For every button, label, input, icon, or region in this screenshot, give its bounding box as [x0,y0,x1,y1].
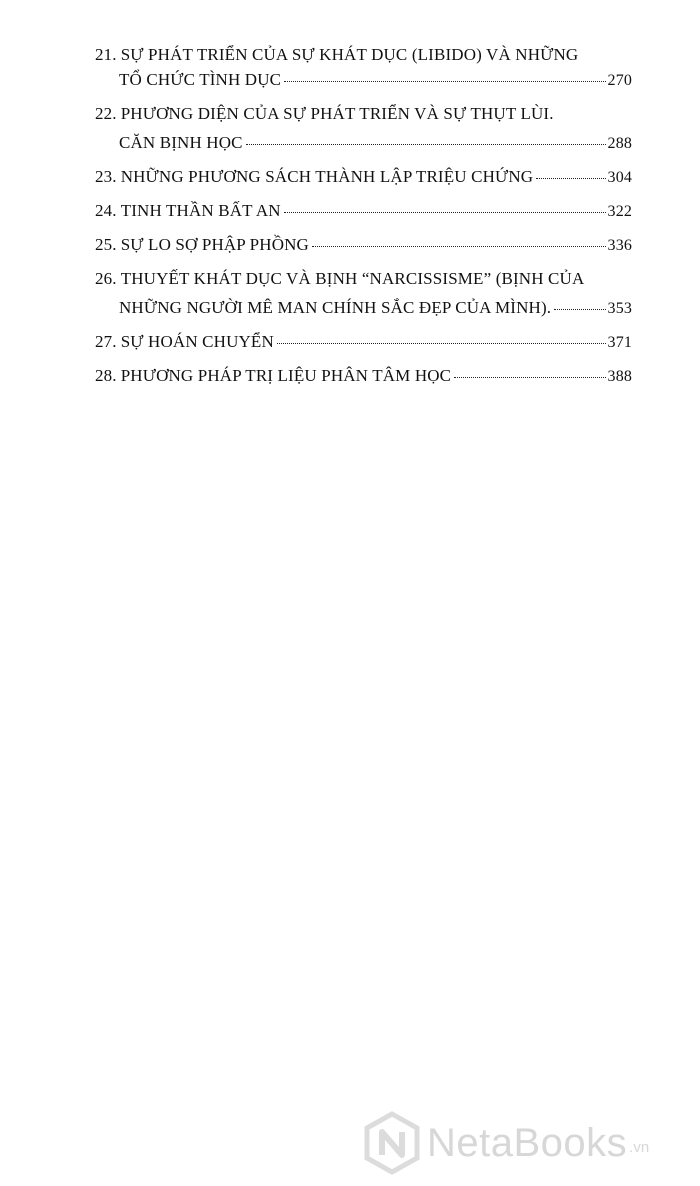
netabooks-watermark [363,1108,693,1178]
toc-entry-title: TINH THẦN BẤT AN [120,201,281,220]
dot-leader [284,212,606,213]
toc-page-number: 304 [607,169,632,186]
toc-entry-title: SỰ HOÁN CHUYỂN [120,332,274,351]
toc-entry-27[interactable] [95,329,632,355]
toc-page-number: 353 [607,300,632,317]
toc-entry-24[interactable] [95,198,632,224]
dot-leader [536,178,605,179]
watermark-brand: NetaBooks [427,1120,628,1165]
toc-entry-23[interactable] [95,164,632,190]
toc-entry-28[interactable] [95,363,632,389]
toc-entry-number: 22. [95,104,117,123]
toc-entry-title-wrap [95,329,274,354]
toc-entry-first-line [95,42,632,67]
toc-page-number: 270 [607,72,632,89]
toc-entry-line [95,363,632,389]
toc-entry-title: SỰ PHÁT TRIỂN CỦA SỰ KHÁT DỤC (LIBIDO) VÀ NHỮNG [120,45,579,64]
toc-entry-title: PHƯƠNG DIỆN CỦA SỰ PHÁT TRIỂN VÀ SỰ THỤT LÙI. [120,104,554,123]
toc-entry-title: NHỮNG PHƯƠNG SÁCH THÀNH LẬP TRIỆU CHỨNG [120,167,534,186]
toc-entry-number: 24. [95,201,117,220]
toc-entry-number: 21. [95,45,117,64]
dot-leader [312,246,606,247]
dot-leader [284,81,605,82]
table-of-contents [95,42,632,389]
toc-entry-number: 27. [95,332,117,351]
toc-entry-last-line [95,67,632,93]
toc-entry-first-line [95,266,632,291]
dot-leader [454,377,605,378]
toc-entry-title-continued: NHỮNG NGƯỜI MÊ MAN CHÍNH SẮC ĐẸP CỦA MÌNH). [119,298,552,317]
toc-entry-22[interactable] [95,101,632,156]
toc-entry-title-wrap [95,232,309,257]
toc-page-number: 388 [607,368,632,385]
watermark-suffix: .vn [629,1139,650,1156]
toc-entry-number: 26. [95,269,117,288]
toc-entry-26[interactable] [95,266,632,321]
toc-entry-line [95,164,632,190]
toc-entry-title: SỰ LO SỢ PHẬP PHỒNG [120,235,309,254]
dot-leader [554,309,605,310]
toc-entry-title: PHƯƠNG PHÁP TRỊ LIỆU PHÂN TÂM HỌC [120,366,452,385]
toc-entry-title-continued: CĂN BỊNH HỌC [119,133,243,152]
toc-page-number: 336 [607,237,632,254]
dot-leader [277,343,606,344]
toc-entry-21[interactable] [95,42,632,93]
toc-entry-last-line [95,130,632,156]
toc-entry-title: THUYẾT KHÁT DỤC VÀ BỊNH “NARCISSISME” (BỊNH CỦA [120,269,585,288]
toc-entry-number: 23. [95,167,117,186]
toc-page-number: 371 [607,334,632,351]
toc-entry-first-line [95,101,632,126]
toc-entry-title-continued: TỔ CHỨC TÌNH DỤC [119,70,282,89]
hexagon-n-logo-icon [363,1111,421,1175]
toc-entry-25[interactable] [95,232,632,258]
toc-entry-title-wrap [95,363,451,388]
toc-entry-title-wrap [95,164,533,189]
toc-entry-line [95,198,632,224]
toc-entry-line [95,232,632,258]
toc-entry-line [95,329,632,355]
toc-entry-number: 28. [95,366,117,385]
toc-page-number: 322 [607,203,632,220]
dot-leader [246,144,606,145]
toc-entry-last-line [95,295,632,321]
toc-entry-number: 25. [95,235,117,254]
toc-entry-title-wrap [95,198,281,223]
toc-page-number: 288 [607,135,632,152]
